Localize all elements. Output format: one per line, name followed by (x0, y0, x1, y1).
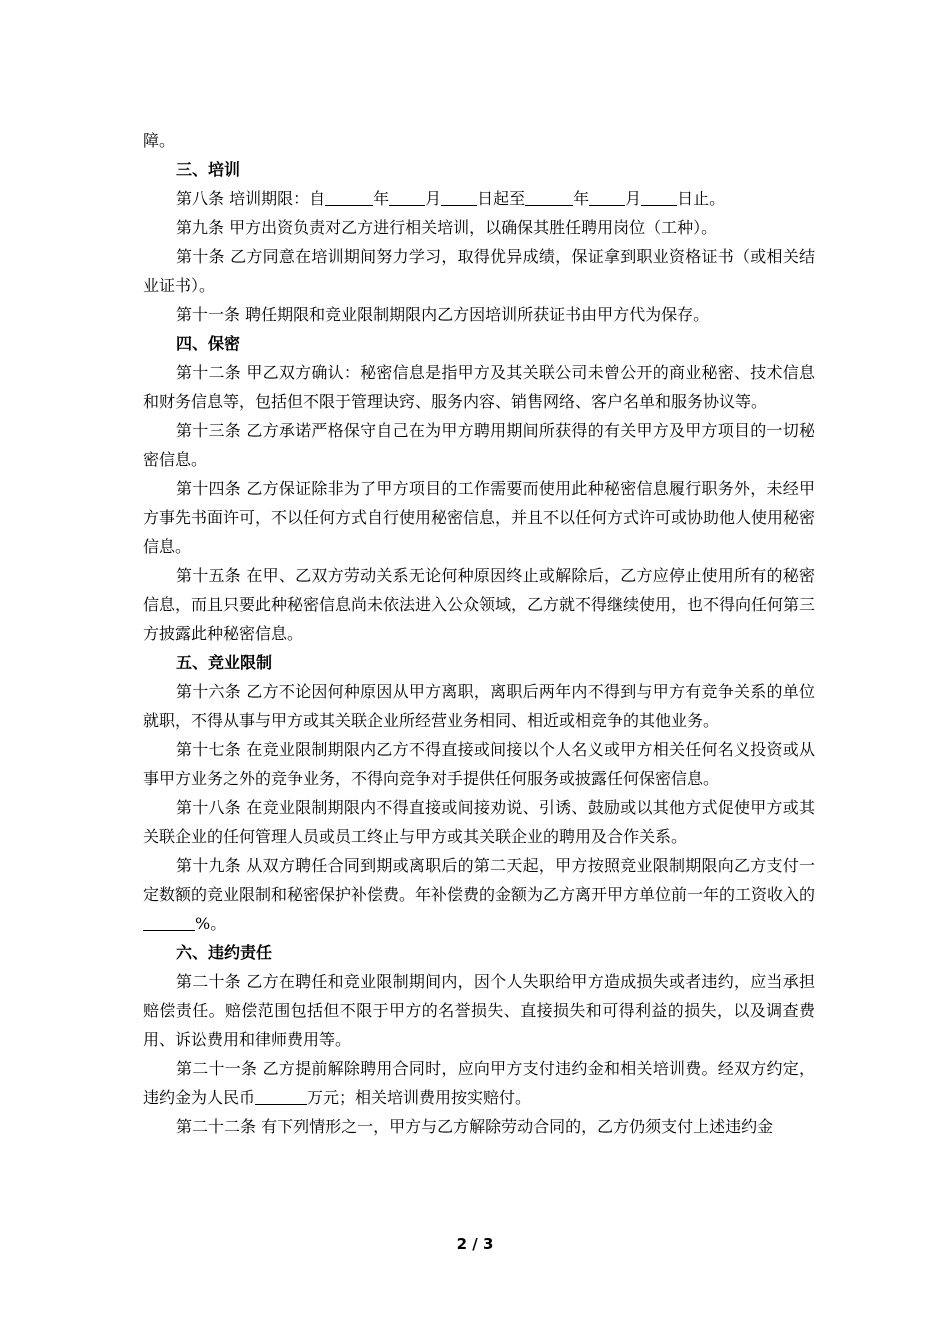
article-8-month: 月 (425, 189, 442, 208)
article-21 (143, 1054, 815, 1112)
article-8-day2: 日止。 (677, 189, 726, 208)
blank-start-month (389, 187, 425, 206)
article-8-month2: 月 (625, 189, 642, 208)
blank-compensation-percent (143, 912, 195, 931)
article-11: 第十一条 聘任期限和竞业限制期限内乙方因培训所获证书由甲方代为保存。 (176, 305, 710, 324)
article-21-suffix: 万元；相关培训费用按实赔付。 (307, 1088, 532, 1107)
article-9: 第九条 甲方出资负责对乙方进行相关培训，以确保其胜任聘用岗位（工种）。 (176, 218, 718, 237)
article-14: 第十四条 乙方保证除非为了甲方项目的工作需要而使用此种秘密信息履行职务外，未经甲方事先书面许可，不以任何方式自行使用秘密信息，并且不以任何方式许可或协助他人使用秘密信息。 (143, 479, 816, 556)
article-20: 第二十条 乙方在聘任和竞业限制期间内，因个人失职给甲方造成损失或者违约，应当承担赔偿责任。赔偿范围包括但不限于甲方的名誉损失、直接损失和可得利益的损失，以及调查费用、诉讼费用和律师费用等。 (143, 972, 815, 1049)
blank-penalty-amount (255, 1086, 307, 1105)
article-18: 第十八条 在竞业限制期限内不得直接或间接劝说、引诱、鼓励或以其他方式促使甲方或其关联企业的任何管理人员或员工终止与甲方或其关联企业的聘用及合作关系。 (143, 798, 815, 846)
document-body (143, 126, 815, 1141)
section-heading-liability: 六、违约责任 (176, 943, 273, 962)
article-19 (143, 851, 815, 938)
article-8-year2: 年 (573, 189, 590, 208)
article-19-suffix: %。 (195, 914, 227, 933)
blank-start-day (441, 187, 477, 206)
section-heading-confidentiality: 四、保密 (176, 334, 241, 353)
article-8-year: 年 (373, 189, 390, 208)
section-heading-training: 三、培训 (176, 160, 241, 179)
article-17: 第十七条 在竞业限制期限内乙方不得直接或间接以个人名义或甲方相关任何名义投资或从事甲方业务之外的竞争业务，不得向竞争对手提供任何服务或披露任何保密信息。 (143, 740, 815, 788)
blank-end-year (525, 187, 573, 206)
article-8 (143, 184, 815, 213)
article-10: 第十条 乙方同意在培训期间努力学习，取得优异成绩，保证拿到职业资格证书（或相关结业证书）。 (143, 247, 815, 295)
blank-end-day (641, 187, 677, 206)
article-19-text: 第十九条 从双方聘任合同到期或离职后的第二天起，甲方按照竞业限制期限向乙方支付一定数额的竞业限制和秘密保护补偿费。年补偿费的金额为乙方离开甲方单位前一年的工资收入的 (143, 856, 816, 904)
article-8-day: 日起至 (477, 189, 526, 208)
article-13: 第十三条 乙方承诺严格保守自己在为甲方聘用期间所获得的有关甲方及甲方项目的一切秘密信息。 (143, 421, 815, 469)
blank-start-year (325, 187, 373, 206)
article-15: 第十五条 在甲、乙双方劳动关系无论何种原因终止或解除后，乙方应停止使用所有的秘密信息，而且只要此种秘密信息尚未依法进入公众领域，乙方就不得继续使用，也不得向任何第三方披露此种秘密信息。 (143, 566, 816, 643)
continuation-text: 障。 (143, 131, 176, 150)
article-21-text: 第二十一条 乙方提前解除聘用合同时，应向甲方支付违约金和相关培训费。经双方约定，违约金为人民币 (143, 1059, 815, 1107)
article-22: 第二十二条 有下列情形之一，甲方与乙方解除劳动合同的，乙方仍须支付上述违约金 (176, 1117, 774, 1136)
article-8-lead: 第八条 培训期限：自 (176, 189, 326, 208)
blank-end-month (589, 187, 625, 206)
page-number: 2 / 3 (456, 1235, 494, 1253)
section-heading-non-compete: 五、竞业限制 (176, 653, 273, 672)
article-16: 第十六条 乙方不论因何种原因从甲方离职，离职后两年内不得到与甲方有竞争关系的单位就职，不得从事与甲方或其关联企业所经营业务相同、相近或相竞争的其他业务。 (143, 682, 815, 730)
article-12: 第十二条 甲乙双方确认：秘密信息是指甲方及其关联公司未曾公开的商业秘密、技术信息和财务信息等，包括但不限于管理诀窍、服务内容、销售网络、客户名单和服务协议等。 (143, 363, 815, 411)
